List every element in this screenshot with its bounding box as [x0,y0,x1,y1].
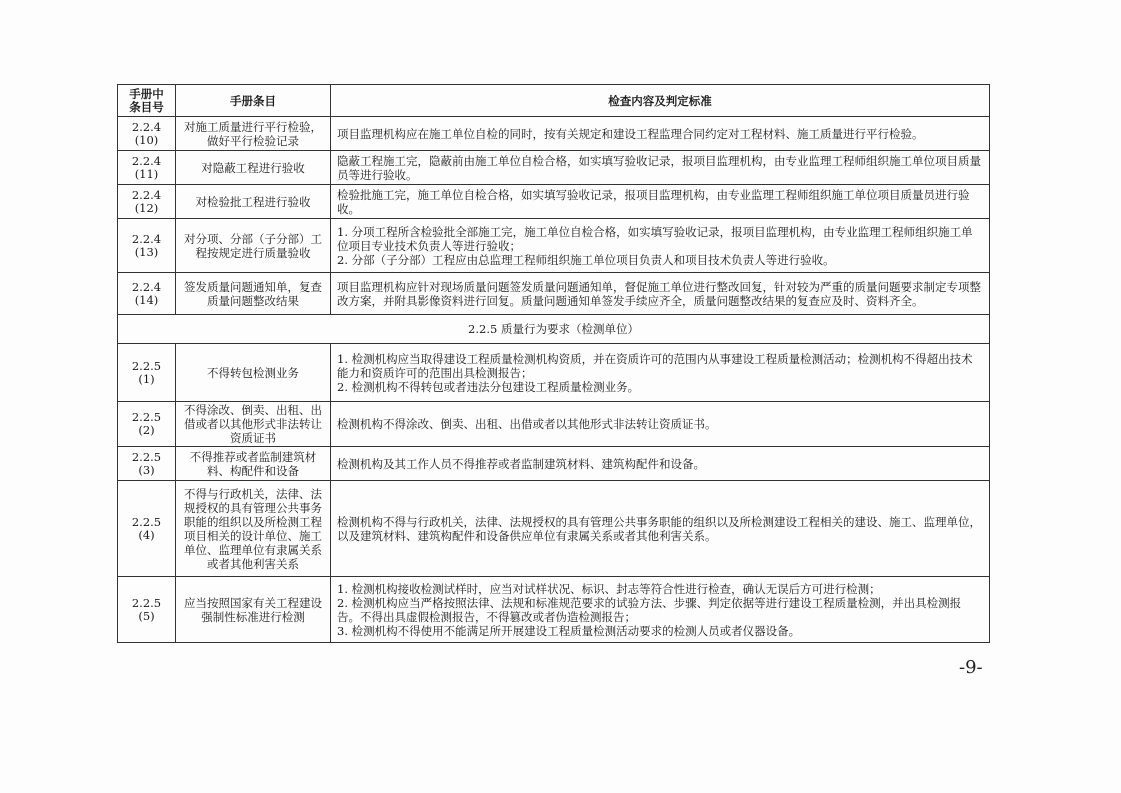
standard-cell [331,447,990,481]
item-number: 2.2.5 [131,449,162,464]
manual-item-cell: 应当按照国家有关工程建设强制性标准进行检测 [176,577,331,643]
item-subnumber: (12) [134,200,159,215]
item-subnumber: (4) [138,527,155,542]
table-header-row [118,85,990,117]
manual-item-cell: 对检验批工程进行验收 [176,185,331,219]
standard-cell [331,117,990,151]
standard-line: 隐蔽工程施工完，隐蔽前由施工单位自检合格，如实填写验收记录，报项目监理机构，由专业监理工程师组织施工单位项目质量员等进行验收。 [337,153,981,182]
standard-cell [331,219,990,273]
item-number-cell [118,151,176,185]
table-row [118,481,990,577]
page-number: -9- [959,657,983,678]
manual-item-cell: 不得涂改、倒卖、出租、出借或者以其他形式非法转让资质证书 [176,402,331,447]
manual-item-cell: 对隐蔽工程进行验收 [176,151,331,185]
item-subnumber: (3) [138,462,155,477]
header-item-number: 手册中条目号 [118,85,176,117]
standard-line: 1. 检测机构接收检测试样时，应当对试样状况、标识、封志等符合性进行检查，确认无误后方可进行检测； [337,581,881,596]
table-row [118,219,990,273]
item-number-cell [118,402,176,447]
table-row [118,577,990,643]
standard-line: 1. 检测机构应当取得建设工程质量检测机构资质，并在资质许可的范围内从事建设工程质量检测活动；检测机构不得超出技术能力和资质许可的范围出具检测报告； [337,351,973,380]
manual-item-cell: 不得推荐或者监制建筑材料、构配件和设备 [176,447,331,481]
standard-line: 2. 检测机构不得转包或者违法分包建设工程质量检测业务。 [337,379,640,394]
standard-cell [331,577,990,643]
item-number-cell [118,117,176,151]
table-row [118,151,990,185]
table-row [118,447,990,481]
item-number-cell [118,273,176,315]
manual-item-cell: 对施工质量进行平行检验，做好平行检验记录 [176,117,331,151]
standard-cell [331,344,990,402]
item-number-cell [118,577,176,643]
item-number-cell [118,219,176,273]
standard-cell [331,402,990,447]
manual-item-cell: 不得与行政机关，法律、法规授权的具有管理公共事务职能的组织以及所检测工程项目相关的设计单位、施工单位、监理单位有隶属关系或者其他利害关系 [176,481,331,577]
item-number-cell [118,344,176,402]
item-number: 2.2.5 [131,358,162,373]
item-number-cell [118,481,176,577]
standard-line: 3. 检测机构不得使用不能满足所开展建设工程质量检测活动要求的检测人员或者仪器设备。 [337,623,801,638]
header-standard: 检查内容及判定标准 [331,85,990,117]
item-number: 2.2.5 [131,514,162,529]
standard-line: 检测机构及其工作人员不得推荐或者监制建筑材料、建筑构配件和设备。 [337,456,705,471]
item-subnumber: (11) [134,166,159,181]
section-title: 2.2.5 质量行为要求（检测单位） [118,315,990,344]
header-manual-item: 手册条目 [176,85,331,117]
standard-cell [331,481,990,577]
manual-item-cell: 签发质量问题通知单，复查质量问题整改结果 [176,273,331,315]
section-heading-row [118,315,990,344]
item-subnumber: (2) [138,423,155,437]
inspection-standards-table [117,84,990,643]
manual-item-cell: 对分项、分部（子分部）工程按规定进行质量验收 [176,219,331,273]
item-subnumber: (10) [134,132,159,147]
item-number: 2.2.4 [131,119,162,134]
item-number: 2.2.4 [131,153,162,168]
manual-item-cell: 不得转包检测业务 [176,344,331,402]
standard-line: 2. 分部（子分部）工程应由总监理工程师组织施工单位项目负责人和项目技术负责人等进行验收。 [337,252,835,267]
table-row [118,402,990,447]
standard-cell [331,273,990,315]
table-row [118,344,990,402]
item-subnumber: (14) [134,292,159,307]
table-row [118,185,990,219]
standard-cell [331,185,990,219]
item-number: 2.2.4 [131,279,162,294]
table-row [118,273,990,315]
item-subnumber: (13) [134,244,159,259]
table-row [118,117,990,151]
item-number-cell [118,185,176,219]
item-subnumber: (5) [138,608,155,623]
standard-line: 项目监理机构应在施工单位自检的同时，按有关规定和建设工程监理合同约定对工程材料、施工质量进行平行检验。 [337,126,924,141]
item-number: 2.2.4 [131,187,162,202]
standard-line: 1. 分项工程所含检验批全部施工完，施工单位自检合格，如实填写验收记录，报项目监理机构，由专业监理工程师组织施工单位项目专业技术负责人等进行验收； [337,224,973,253]
standard-line: 检测机构不得涂改、倒卖、出租、出借或者以其他形式非法转让资质证书。 [337,417,717,431]
item-number: 2.2.4 [131,231,162,246]
standard-cell [331,151,990,185]
standard-line: 检测机构不得与行政机关，法律、法规授权的具有管理公共事务职能的组织以及所检测建设工程相关的建设、施工、监理单位，以及建筑材料、建筑构配件和设备供应单位有隶属关系或者其他利害关系。 [337,514,981,543]
standard-line: 项目监理机构应针对现场质量问题签发质量问题通知单，督促施工单位进行整改回复，针对较为严重的质量问题要求制定专项整改方案，并附具影像资料进行回复。质量问题通知单签发手续应齐全，质量问题整改结果的复查应及时、资料齐全。 [337,279,981,308]
item-number: 2.2.5 [131,410,162,424]
item-number: 2.2.5 [131,595,162,610]
item-number-cell [118,447,176,481]
standard-line: 2. 检测机构应当严格按照法律、法规和标准规范要求的试验方法、步骤、判定依据等进行建设工程质量检测，并出具检测报告。不得出具虚假检测报告，不得篡改或者伪造检测报告； [337,595,962,624]
standard-line: 检验批施工完，施工单位自检合格，如实填写验收记录，报项目监理机构，由专业监理工程师组织施工单位项目质量员进行验收。 [337,187,970,216]
item-subnumber: (1) [138,371,155,386]
